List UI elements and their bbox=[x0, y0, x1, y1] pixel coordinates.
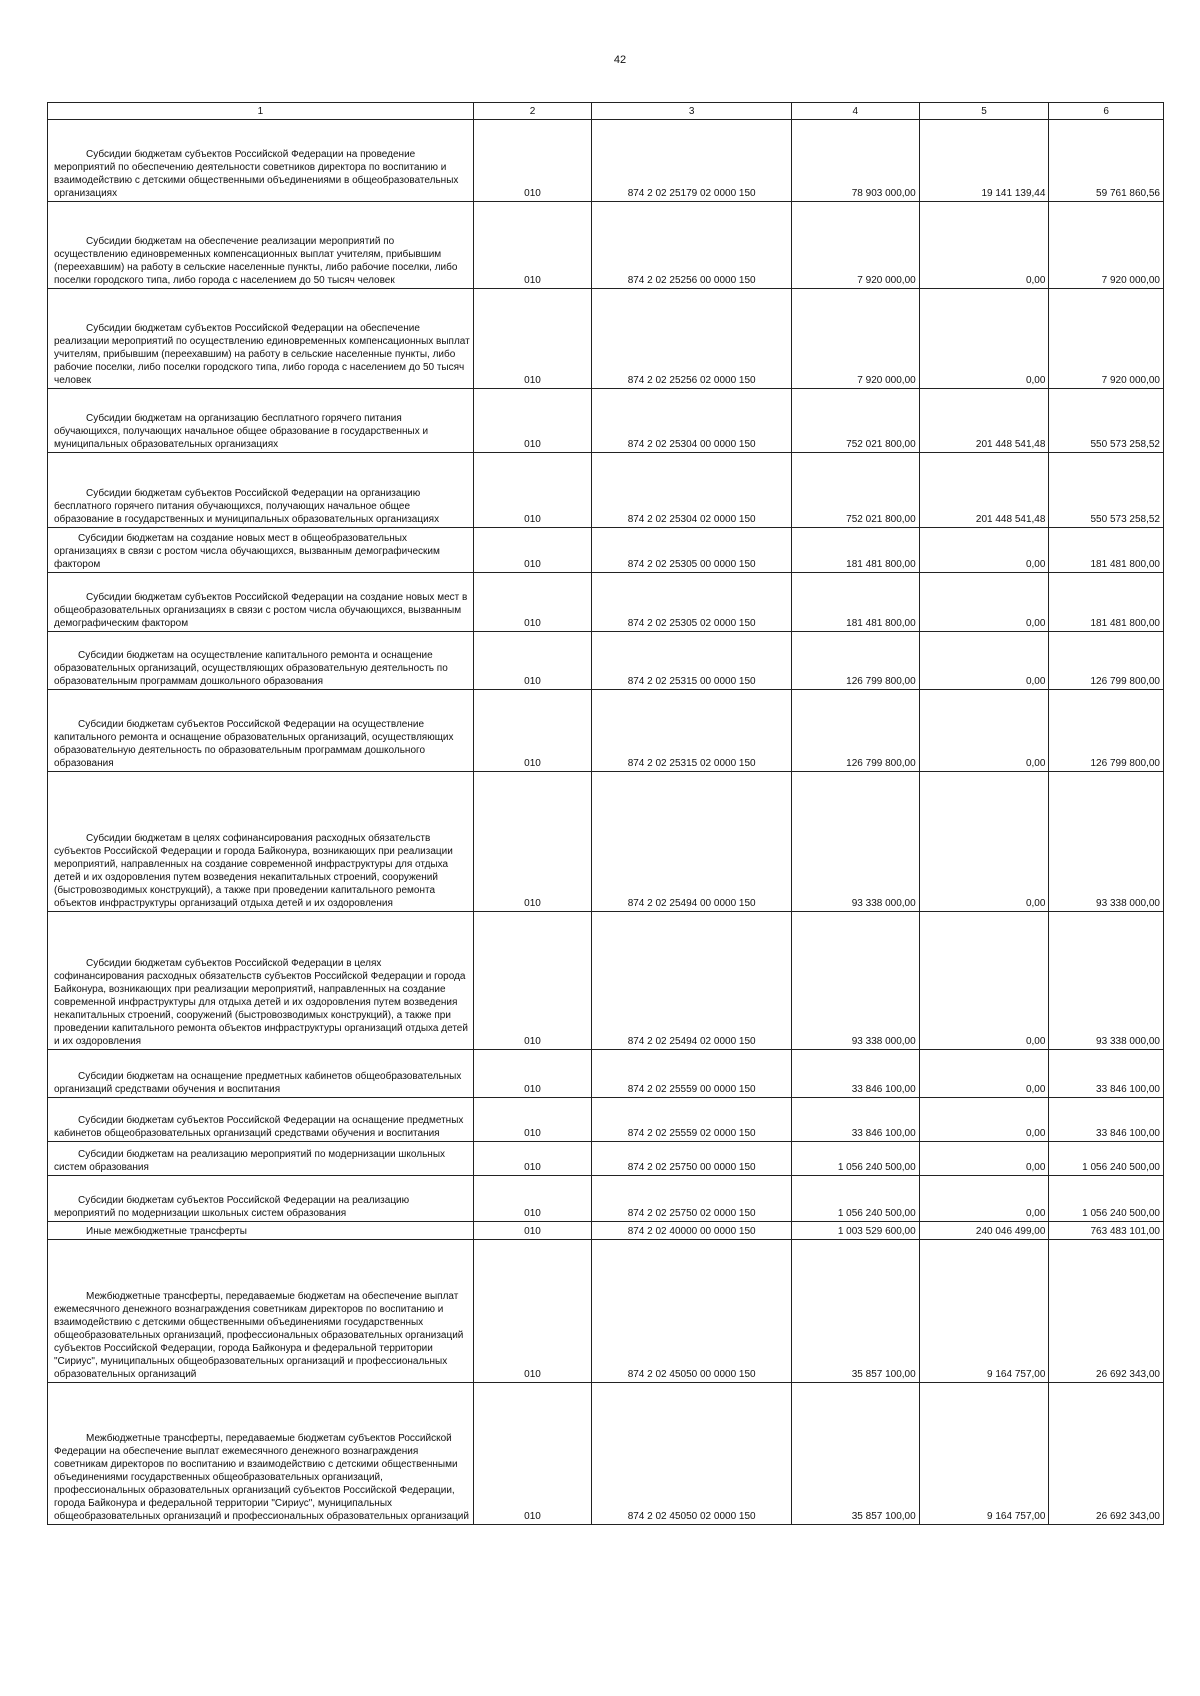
row-budget-code-cell: 874 2 02 25750 00 0000 150 bbox=[592, 1142, 792, 1176]
row-name-cell: Субсидии бюджетам в целях софинансирования расходных обязательств субъектов Российской Федерации и города Байконура, возникающих при реализации мероприятий, направленных на создание современной инфраструктуры для отдыха детей и их оздоровления путем возведения некапитальных строений, сооружений (быстровозводимых конструкций), а также при проведении капитального ремонта объектов инфраструктуры организаций отдыха детей и их оздоровления bbox=[48, 772, 474, 912]
column-header-5: 5 bbox=[919, 103, 1049, 120]
row-budget-code-cell: 874 2 02 25315 00 0000 150 bbox=[592, 632, 792, 690]
row-executed-amount-cell: 9 164 757,00 bbox=[919, 1240, 1049, 1383]
table-row bbox=[48, 1142, 1164, 1176]
row-unexecuted-amount-cell: 550 573 258,52 bbox=[1049, 389, 1164, 453]
table-row bbox=[48, 453, 1164, 528]
row-approved-amount-cell: 7 920 000,00 bbox=[791, 289, 919, 389]
row-budget-code-cell: 874 2 02 25179 02 0000 150 bbox=[592, 120, 792, 202]
column-header-4: 4 bbox=[791, 103, 919, 120]
row-line-code-cell: 010 bbox=[473, 1222, 592, 1240]
column-header-2: 2 bbox=[473, 103, 592, 120]
page-number: 42 bbox=[613, 54, 627, 66]
row-executed-amount-cell: 0,00 bbox=[919, 573, 1049, 632]
row-unexecuted-amount-cell: 7 920 000,00 bbox=[1049, 202, 1164, 289]
table-row bbox=[48, 573, 1164, 632]
row-approved-amount-cell: 93 338 000,00 bbox=[791, 912, 919, 1050]
table-row bbox=[48, 1240, 1164, 1383]
column-header-1: 1 bbox=[48, 103, 474, 120]
column-header-6: 6 bbox=[1049, 103, 1164, 120]
row-line-code-cell: 010 bbox=[473, 120, 592, 202]
table-row bbox=[48, 632, 1164, 690]
table-row bbox=[48, 772, 1164, 912]
row-executed-amount-cell: 201 448 541,48 bbox=[919, 453, 1049, 528]
row-unexecuted-amount-cell: 126 799 800,00 bbox=[1049, 690, 1164, 772]
row-budget-code-cell: 874 2 02 25559 00 0000 150 bbox=[592, 1050, 792, 1098]
row-name-cell: Субсидии бюджетам субъектов Российской Федерации на обеспечение реализации мероприятий по осуществлению единовременных компенсационных выплат учителям, прибывшим (переехавшим) на работу в сельские населенные пункты, либо рабочие поселки, либо поселки городского типа, либо города с населением до 50 тысяч человек bbox=[48, 289, 474, 389]
table-row bbox=[48, 202, 1164, 289]
row-executed-amount-cell: 0,00 bbox=[919, 202, 1049, 289]
row-budget-code-cell: 874 2 02 40000 00 0000 150 bbox=[592, 1222, 792, 1240]
table-row bbox=[48, 1176, 1164, 1222]
column-header-3: 3 bbox=[592, 103, 792, 120]
row-budget-code-cell: 874 2 02 25305 00 0000 150 bbox=[592, 528, 792, 573]
row-name-cell: Межбюджетные трансферты, передаваемые бюджетам на обеспечение выплат ежемесячного денежного вознаграждения советникам директоров по воспитанию и взаимодействию с детскими общественными объединениями государственных общеобразовательных организаций, профессиональных образовательных организаций субъектов Российской Федерации, города Байконура и федеральной территории "Сириус", муниципальных общеобразовательных организаций и профессиональных образовательных организаций bbox=[48, 1240, 474, 1383]
row-budget-code-cell: 874 2 02 25305 02 0000 150 bbox=[592, 573, 792, 632]
table-row bbox=[48, 1222, 1164, 1240]
row-line-code-cell: 010 bbox=[473, 1098, 592, 1142]
row-executed-amount-cell: 0,00 bbox=[919, 1142, 1049, 1176]
row-unexecuted-amount-cell: 93 338 000,00 bbox=[1049, 912, 1164, 1050]
row-line-code-cell: 010 bbox=[473, 1176, 592, 1222]
row-name-cell: Субсидии бюджетам на обеспечение реализации мероприятий по осуществлению единовременных компенсационных выплат учителям, прибывшим (переехавшим) на работу в сельские населенные пункты, либо рабочие поселки, либо поселки городского типа, либо города с населением до 50 тысяч человек bbox=[48, 202, 474, 289]
row-budget-code-cell: 874 2 02 25304 02 0000 150 bbox=[592, 453, 792, 528]
row-executed-amount-cell: 19 141 139,44 bbox=[919, 120, 1049, 202]
row-approved-amount-cell: 752 021 800,00 bbox=[791, 389, 919, 453]
table-row bbox=[48, 1098, 1164, 1142]
row-budget-code-cell: 874 2 02 25559 02 0000 150 bbox=[592, 1098, 792, 1142]
row-executed-amount-cell: 0,00 bbox=[919, 1050, 1049, 1098]
row-executed-amount-cell: 0,00 bbox=[919, 912, 1049, 1050]
row-name-cell: Субсидии бюджетам субъектов Российской Федерации на создание новых мест в общеобразовательных организациях в связи с ростом числа обучающихся, вызванным демографическим фактором bbox=[48, 573, 474, 632]
table-row bbox=[48, 120, 1164, 202]
row-unexecuted-amount-cell: 26 692 343,00 bbox=[1049, 1383, 1164, 1525]
row-unexecuted-amount-cell: 126 799 800,00 bbox=[1049, 632, 1164, 690]
row-line-code-cell: 010 bbox=[473, 289, 592, 389]
row-approved-amount-cell: 1 056 240 500,00 bbox=[791, 1142, 919, 1176]
row-line-code-cell: 010 bbox=[473, 690, 592, 772]
row-executed-amount-cell: 240 046 499,00 bbox=[919, 1222, 1049, 1240]
row-name-cell: Субсидии бюджетам субъектов Российской Федерации на организацию бесплатного горячего питания обучающихся, получающих начальное общее образование в государственных и муниципальных образовательных организациях bbox=[48, 453, 474, 528]
row-approved-amount-cell: 33 846 100,00 bbox=[791, 1098, 919, 1142]
row-executed-amount-cell: 0,00 bbox=[919, 1176, 1049, 1222]
row-line-code-cell: 010 bbox=[473, 389, 592, 453]
row-approved-amount-cell: 1 003 529 600,00 bbox=[791, 1222, 919, 1240]
row-budget-code-cell: 874 2 02 25494 00 0000 150 bbox=[592, 772, 792, 912]
row-name-cell: Субсидии бюджетам на реализацию мероприятий по модернизации школьных систем образования bbox=[48, 1142, 474, 1176]
row-executed-amount-cell: 0,00 bbox=[919, 632, 1049, 690]
row-approved-amount-cell: 126 799 800,00 bbox=[791, 632, 919, 690]
table-row bbox=[48, 912, 1164, 1050]
row-approved-amount-cell: 35 857 100,00 bbox=[791, 1383, 919, 1525]
row-approved-amount-cell: 78 903 000,00 bbox=[791, 120, 919, 202]
row-line-code-cell: 010 bbox=[473, 202, 592, 289]
row-executed-amount-cell: 201 448 541,48 bbox=[919, 389, 1049, 453]
row-approved-amount-cell: 35 857 100,00 bbox=[791, 1240, 919, 1383]
row-budget-code-cell: 874 2 02 25256 02 0000 150 bbox=[592, 289, 792, 389]
row-line-code-cell: 010 bbox=[473, 772, 592, 912]
row-unexecuted-amount-cell: 1 056 240 500,00 bbox=[1049, 1176, 1164, 1222]
row-approved-amount-cell: 181 481 800,00 bbox=[791, 573, 919, 632]
table-row bbox=[48, 528, 1164, 573]
row-name-cell: Субсидии бюджетам на создание новых мест в общеобразовательных организациях в связи с ростом числа обучающихся, вызванным демографическим фактором bbox=[48, 528, 474, 573]
row-line-code-cell: 010 bbox=[473, 912, 592, 1050]
row-approved-amount-cell: 181 481 800,00 bbox=[791, 528, 919, 573]
row-budget-code-cell: 874 2 02 45050 00 0000 150 bbox=[592, 1240, 792, 1383]
row-approved-amount-cell: 93 338 000,00 bbox=[791, 772, 919, 912]
row-name-cell: Межбюджетные трансферты, передаваемые бюджетам субъектов Российской Федерации на обеспечение выплат ежемесячного денежного вознаграждения советникам директоров по воспитанию и взаимодействию с детскими общественными объединениями государственных общеобразовательных организаций, профессиональных образовательных организаций субъектов Российской Федерации, города Байконура и федеральной территории "Сириус", муниципальных общеобразовательных организаций и профессиональных образовательных организаций bbox=[48, 1383, 474, 1525]
row-unexecuted-amount-cell: 7 920 000,00 bbox=[1049, 289, 1164, 389]
row-budget-code-cell: 874 2 02 25494 02 0000 150 bbox=[592, 912, 792, 1050]
row-executed-amount-cell: 9 164 757,00 bbox=[919, 1383, 1049, 1525]
row-line-code-cell: 010 bbox=[473, 573, 592, 632]
row-line-code-cell: 010 bbox=[473, 528, 592, 573]
row-line-code-cell: 010 bbox=[473, 1383, 592, 1525]
row-unexecuted-amount-cell: 59 761 860,56 bbox=[1049, 120, 1164, 202]
table-body bbox=[48, 120, 1164, 1525]
row-line-code-cell: 010 bbox=[473, 1240, 592, 1383]
table-row bbox=[48, 1050, 1164, 1098]
row-unexecuted-amount-cell: 763 483 101,00 bbox=[1049, 1222, 1164, 1240]
row-name-cell: Субсидии бюджетам субъектов Российской Федерации на осуществление капитального ремонта и оснащение образовательных организаций, осуществляющих образовательную деятельность по образовательным программам дошкольного образования bbox=[48, 690, 474, 772]
row-name-cell: Субсидии бюджетам субъектов Российской Федерации в целях софинансирования расходных обязательств субъектов Российской Федерации и города Байконура, возникающих при реализации мероприятий, направленных на создание современной инфраструктуры для отдыха детей и их оздоровления путем возведения некапитальных строений, сооружений (быстровозводимых конструкций), а также при проведении капитального ремонта объектов инфраструктуры организаций отдыха детей и их оздоровления bbox=[48, 912, 474, 1050]
row-executed-amount-cell: 0,00 bbox=[919, 772, 1049, 912]
row-name-cell: Субсидии бюджетам на оснащение предметных кабинетов общеобразовательных организаций средствами обучения и воспитания bbox=[48, 1050, 474, 1098]
row-line-code-cell: 010 bbox=[473, 632, 592, 690]
row-unexecuted-amount-cell: 26 692 343,00 bbox=[1049, 1240, 1164, 1383]
row-line-code-cell: 010 bbox=[473, 453, 592, 528]
table-row bbox=[48, 690, 1164, 772]
row-unexecuted-amount-cell: 1 056 240 500,00 bbox=[1049, 1142, 1164, 1176]
row-approved-amount-cell: 1 056 240 500,00 bbox=[791, 1176, 919, 1222]
row-budget-code-cell: 874 2 02 25304 00 0000 150 bbox=[592, 389, 792, 453]
row-unexecuted-amount-cell: 33 846 100,00 bbox=[1049, 1050, 1164, 1098]
row-executed-amount-cell: 0,00 bbox=[919, 528, 1049, 573]
table-row bbox=[48, 1383, 1164, 1525]
row-budget-code-cell: 874 2 02 25256 00 0000 150 bbox=[592, 202, 792, 289]
row-approved-amount-cell: 33 846 100,00 bbox=[791, 1050, 919, 1098]
row-approved-amount-cell: 126 799 800,00 bbox=[791, 690, 919, 772]
row-name-cell: Субсидии бюджетам на организацию бесплатного горячего питания обучающихся, получающих начальное общее образование в государственных и муниципальных образовательных организациях bbox=[48, 389, 474, 453]
row-unexecuted-amount-cell: 33 846 100,00 bbox=[1049, 1098, 1164, 1142]
row-unexecuted-amount-cell: 181 481 800,00 bbox=[1049, 573, 1164, 632]
row-line-code-cell: 010 bbox=[473, 1142, 592, 1176]
row-name-cell: Субсидии бюджетам субъектов Российской Федерации на реализацию мероприятий по модернизации школьных систем образования bbox=[48, 1176, 474, 1222]
table-row bbox=[48, 389, 1164, 453]
row-name-cell: Субсидии бюджетам субъектов Российской Федерации на оснащение предметных кабинетов общеобразовательных организаций средствами обучения и воспитания bbox=[48, 1098, 474, 1142]
row-name-cell: Иные межбюджетные трансферты bbox=[48, 1222, 474, 1240]
row-executed-amount-cell: 0,00 bbox=[919, 289, 1049, 389]
row-line-code-cell: 010 bbox=[473, 1050, 592, 1098]
row-approved-amount-cell: 7 920 000,00 bbox=[791, 202, 919, 289]
budget-execution-table bbox=[47, 102, 1164, 1525]
row-unexecuted-amount-cell: 181 481 800,00 bbox=[1049, 528, 1164, 573]
table-row bbox=[48, 289, 1164, 389]
row-name-cell: Субсидии бюджетам субъектов Российской Федерации на проведение мероприятий по обеспечению деятельности советников директора по воспитанию и взаимодействию с детскими общественными объединениями в общеобразовательных организациях bbox=[48, 120, 474, 202]
row-budget-code-cell: 874 2 02 25750 02 0000 150 bbox=[592, 1176, 792, 1222]
row-budget-code-cell: 874 2 02 45050 02 0000 150 bbox=[592, 1383, 792, 1525]
row-executed-amount-cell: 0,00 bbox=[919, 690, 1049, 772]
row-unexecuted-amount-cell: 93 338 000,00 bbox=[1049, 772, 1164, 912]
row-name-cell: Субсидии бюджетам на осуществление капитального ремонта и оснащение образовательных организаций, осуществляющих образовательную деятельность по образовательным программам дошкольного образования bbox=[48, 632, 474, 690]
table-header-row bbox=[48, 103, 1164, 120]
row-budget-code-cell: 874 2 02 25315 02 0000 150 bbox=[592, 690, 792, 772]
row-executed-amount-cell: 0,00 bbox=[919, 1098, 1049, 1142]
row-unexecuted-amount-cell: 550 573 258,52 bbox=[1049, 453, 1164, 528]
row-approved-amount-cell: 752 021 800,00 bbox=[791, 453, 919, 528]
